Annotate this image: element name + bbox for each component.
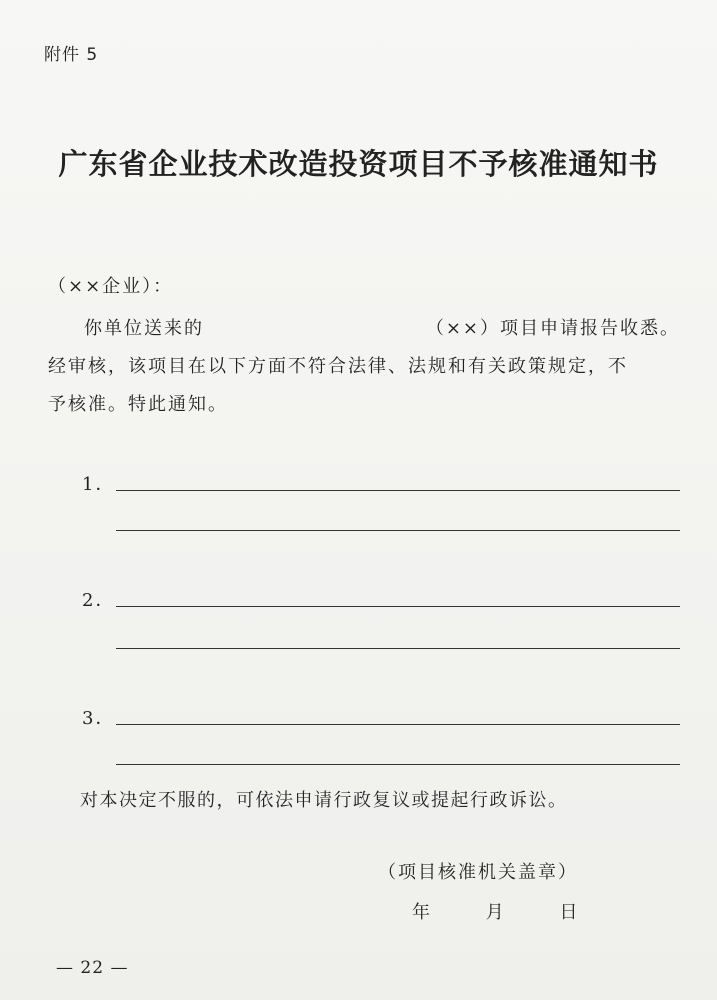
item-number: 2． [82, 590, 116, 611]
attachment-label: 附件 5 [44, 45, 99, 65]
body-line-1-left: 你单位送来的 [84, 318, 204, 339]
item-number: 3． [82, 708, 116, 729]
appeal-notice: 对本决定不服的，可依法申请行政复议或提起行政诉讼。 [80, 790, 568, 811]
fill-in-line [116, 648, 680, 649]
date-day: 日 [559, 902, 580, 923]
body-paragraph [48, 310, 680, 424]
date-month: 月 [485, 902, 506, 923]
date-year: 年 [412, 902, 432, 923]
fill-in-line [116, 606, 680, 607]
body-line-2: 经审核，该项目在以下方面不符合法律、法规和有关政策规定，不 [48, 356, 628, 377]
fill-in-line [116, 530, 680, 531]
date-line [412, 898, 579, 924]
fill-in-line [116, 490, 680, 491]
seal-note: （项目核准机关盖章） [378, 862, 578, 883]
item-number: 1． [82, 474, 116, 495]
fill-in-line [116, 724, 680, 725]
page-number: — 22 — [56, 958, 129, 978]
body-line-1-right: （××）项目申请报告收悉。 [425, 318, 680, 339]
fill-in-line [116, 764, 680, 765]
addressee: （××企业）： [48, 276, 174, 297]
page-title: 广东省企业技术改造投资项目不予核准通知书 [58, 147, 659, 181]
body-line-1 [48, 310, 680, 348]
body-line-3: 予核准。特此通知。 [48, 394, 228, 415]
